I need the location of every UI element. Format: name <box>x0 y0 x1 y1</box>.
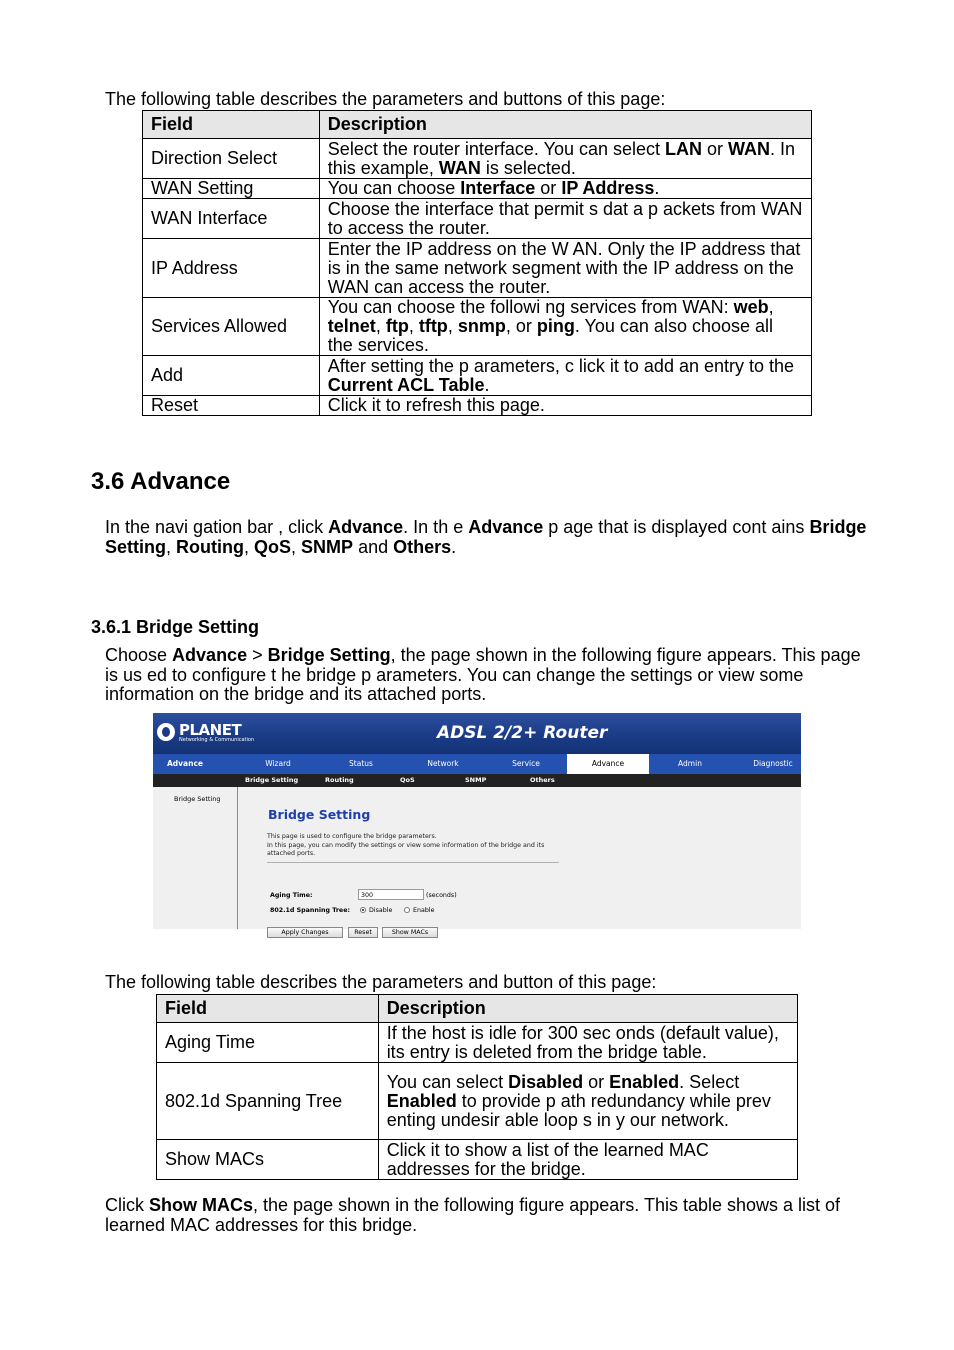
sub-nav <box>153 774 801 787</box>
subsection-title: 3.6.1 Bridge Setting <box>91 617 260 637</box>
description-cell: You can select Disabled or Enabled. Select Enabled to provide p ath redundancy while prev enting undesir able loop s in y our network. <box>378 1063 797 1140</box>
description-cell: You can choose Interface or IP Address. <box>319 179 811 199</box>
divider <box>267 862 559 863</box>
subnav-routing[interactable]: Routing <box>325 776 354 784</box>
parameters-table-1 <box>142 110 812 416</box>
nav-section-label: Advance <box>167 759 203 768</box>
field-cell: WAN Setting <box>143 179 320 199</box>
table-row <box>143 199 812 239</box>
product-title: ADSL 2/2+ Router <box>437 723 608 743</box>
field-cell: IP Address <box>143 239 320 298</box>
description-cell: Enter the IP address on the W AN. Only the IP address that is in the same network segment with the IP address on the WAN can access the router. <box>319 239 811 298</box>
field-cell: Services Allowed <box>143 298 320 356</box>
subnav-bridge-setting[interactable]: Bridge Setting <box>245 776 299 784</box>
table-row <box>143 298 812 356</box>
aging-time-unit: (seconds) <box>426 892 457 899</box>
description-cell: Select the router interface. You can select LAN or WAN. In this example, WAN is selected. <box>319 139 811 179</box>
planet-logo <box>157 721 255 745</box>
page-title: Bridge Setting <box>268 807 371 822</box>
table2-intro: The following table describes the parameters and button of this page: <box>105 972 657 992</box>
field-cell: Reset <box>143 396 320 416</box>
apply-changes-button[interactable]: Apply Changes <box>267 927 343 938</box>
disable-radio-label: Disable <box>369 907 393 914</box>
bridge-setting-panel <box>238 787 801 936</box>
nav-network[interactable]: Network <box>427 759 459 768</box>
table-row <box>157 1140 798 1180</box>
router-screenshot <box>153 713 801 936</box>
nav-status[interactable]: Status <box>349 759 373 768</box>
table-row <box>143 396 812 416</box>
field-cell: Direction Select <box>143 139 320 179</box>
nav-diagnostic[interactable]: Diagnostic <box>753 759 793 768</box>
aging-time-input[interactable]: 300 <box>358 889 424 900</box>
section-title: 3.6 Advance <box>91 468 231 495</box>
field-cell: WAN Interface <box>143 199 320 239</box>
parameters-table-2 <box>156 994 798 1180</box>
page-description-line: This page is used to configure the bridge parameters. <box>267 833 437 840</box>
nav-service[interactable]: Service <box>512 759 540 768</box>
sidebar-item-bridge-setting[interactable]: Bridge Setting <box>174 795 221 803</box>
header-description: Description <box>319 111 811 139</box>
enable-radio-label: Enable <box>413 907 435 914</box>
closing-paragraph: Click Show MACs, the page shown in the following figure appears. This table shows a list of learned MAC addresses for this bridge. <box>105 1195 841 1235</box>
logo-tagline: Networking & Communication <box>179 737 255 743</box>
router-header <box>153 713 801 754</box>
description-cell: You can choose the followi ng services from WAN: web, telnet, ftp, tftp, snmp, or ping. You can also choose all the services. <box>319 298 811 356</box>
description-cell: After setting the p arameters, c lick it to add an entry to the Current ACL Table. <box>319 356 811 396</box>
page-description-line: In this page, you can modify the settings or view some information of the bridge and its attached ports. <box>267 841 545 858</box>
field-cell: Show MACs <box>157 1140 379 1180</box>
main-nav <box>153 754 801 774</box>
nav-advance[interactable]: Advance <box>567 754 649 774</box>
description-cell: Click it to show a list of the learned MAC addresses for the bridge. <box>378 1140 797 1180</box>
table-row <box>157 1023 798 1063</box>
subnav-qos[interactable]: QoS <box>400 776 415 784</box>
planet-logo-icon <box>157 723 175 741</box>
aging-time-label: Aging Time: <box>270 892 313 899</box>
table1-intro: The following table describes the parameters and buttons of this page: <box>105 89 666 109</box>
subnav-snmp[interactable]: SNMP <box>465 776 487 784</box>
page-description <box>267 833 567 859</box>
subnav-others[interactable]: Others <box>530 776 555 784</box>
spanning-tree-label: 802.1d Spanning Tree: <box>270 907 350 914</box>
description-cell: Click it to refresh this page. <box>319 396 811 416</box>
subsection-paragraph: Choose Advance > Bridge Setting, the page shown in the following figure appears. This page is us ed to configure t he bridge p arameters. You can change the settings or view some information on the bridge and its attached ports. <box>105 645 861 704</box>
reset-button[interactable]: Reset <box>348 927 378 938</box>
description-cell: Choose the interface that permit s dat a p ackets from WAN to access the router. <box>319 199 811 239</box>
nav-wizard[interactable]: Wizard <box>265 759 291 768</box>
disable-radio[interactable] <box>360 907 366 913</box>
table-row <box>143 139 812 179</box>
field-cell: 802.1d Spanning Tree <box>157 1063 379 1140</box>
header-field: Field <box>157 995 379 1023</box>
logo-text: PLANET <box>179 721 242 739</box>
table-row <box>157 1063 798 1140</box>
show-macs-button[interactable]: Show MACs <box>382 927 438 938</box>
field-cell: Aging Time <box>157 1023 379 1063</box>
header-field: Field <box>143 111 320 139</box>
nav-admin[interactable]: Admin <box>678 759 702 768</box>
table-row <box>143 239 812 298</box>
field-cell: Add <box>143 356 320 396</box>
table-row <box>143 179 812 199</box>
sidebar <box>153 787 238 929</box>
table-row <box>143 356 812 396</box>
enable-radio[interactable] <box>404 907 410 913</box>
description-cell: If the host is idle for 300 sec onds (default value), its entry is deleted from the bridge table. <box>378 1023 797 1063</box>
header-description: Description <box>378 995 797 1023</box>
section-paragraph: In the navi gation bar , click Advance. In th e Advance p age that is displayed cont ains Bridge Setting, Routing, QoS, SNMP and Others. <box>105 517 867 557</box>
